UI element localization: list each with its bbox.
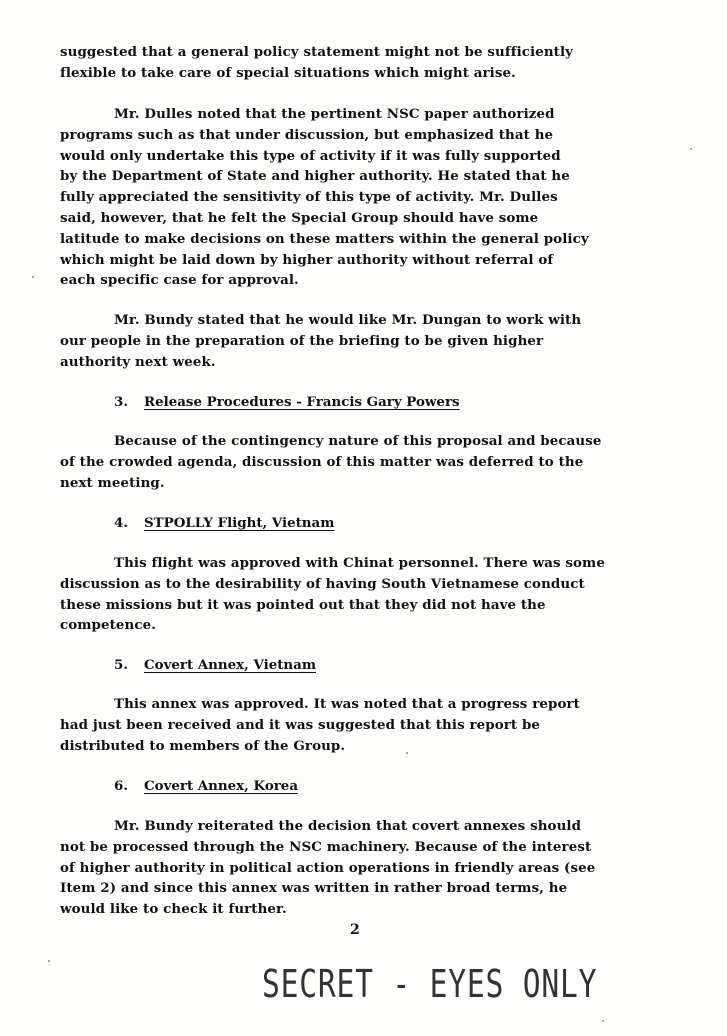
section-title: Covert Annex, Korea: [144, 778, 299, 794]
section-heading-4: [114, 515, 334, 531]
text-line: authority next week.: [60, 353, 216, 370]
text-line: flexible to take care of special situations which might arise.: [60, 64, 516, 81]
paragraph-item5: [60, 694, 700, 756]
text-line: Mr. Bundy reiterated the decision that covert annexes should: [114, 818, 582, 834]
text-line: This annex was approved. It was noted that a progress report: [114, 696, 580, 712]
text-line: not be processed through the NSC machinery. Because of the interest: [60, 838, 592, 855]
section-heading-5: [114, 657, 316, 673]
section-number: 6.: [114, 778, 128, 794]
text-line: Mr. Dulles noted that the pertinent NSC paper authorized: [114, 106, 555, 122]
text-line: of higher authority in political action operations in friendly areas (see: [60, 859, 596, 876]
scan-speck: [48, 960, 50, 962]
section-number: 5.: [114, 657, 128, 673]
section-title: STPOLLY Flight, Vietnam: [144, 515, 335, 531]
text-line: This flight was approved with Chinat personnel. There was some: [114, 555, 605, 571]
text-line: would like to check it further.: [60, 901, 287, 918]
text-line: Mr. Bundy stated that he would like Mr. Dungan to work with: [114, 312, 582, 328]
text-line: had just been received and it was suggested that this report be: [60, 716, 541, 733]
section-number: 3.: [114, 394, 128, 410]
text-line: Because of the contingency nature of this proposal and because: [114, 433, 602, 449]
section-title: Release Procedures - Francis Gary Powers: [144, 394, 460, 410]
paragraph-continuation: [60, 42, 700, 84]
section-number: 4.: [114, 515, 128, 531]
text-line: which might be laid down by higher authority without referral of: [60, 251, 554, 268]
text-line: suggested that a general policy statement might not be sufficiently: [60, 44, 574, 60]
text-line: would only undertake this type of activity if it was fully supported: [60, 147, 561, 164]
text-line: distributed to members of the Group.: [60, 737, 346, 754]
text-line: discussion as to the desirability of having South Vietnamese conduct: [60, 575, 585, 592]
section-title: Covert Annex, Vietnam: [144, 657, 317, 673]
text-line: by the Department of State and higher authority. He stated that he: [60, 168, 570, 185]
classification-stamp: SECRET - EYES ONLY: [262, 962, 598, 1006]
text-line: said, however, that he felt the Special Group should have some: [60, 209, 539, 226]
text-line: next meeting.: [60, 474, 165, 491]
section-heading-3: [114, 394, 460, 410]
scan-speck: [32, 276, 34, 278]
text-line: Item 2) and since this annex was written in rather broad terms, he: [60, 880, 568, 897]
scan-speck: [690, 148, 692, 150]
text-line: fully appreciated the sensitivity of this type of activity. Mr. Dulles: [60, 189, 558, 206]
text-line: programs such as that under discussion, but emphasized that he: [60, 126, 554, 143]
text-line: each specific case for approval.: [60, 272, 299, 289]
text-line: latitude to make decisions on these matters within the general policy: [60, 230, 589, 247]
paragraph-item4: [60, 553, 700, 636]
text-line: competence.: [60, 617, 157, 634]
text-line: these missions but it was pointed out that they did not have the: [60, 596, 546, 613]
paragraph-item6: [60, 816, 700, 920]
section-heading-6: [114, 778, 298, 794]
scan-speck: [406, 752, 408, 754]
text-line: of the crowded agenda, discussion of this matter was deferred to the: [60, 453, 584, 470]
text-line: our people in the preparation of the briefing to be given higher: [60, 332, 544, 349]
paragraph-item3: [60, 431, 700, 493]
paragraph-bundy: [60, 310, 700, 372]
paragraph-dulles: [60, 104, 700, 291]
scan-speck: [602, 1020, 604, 1022]
page-number: 2: [350, 922, 360, 938]
